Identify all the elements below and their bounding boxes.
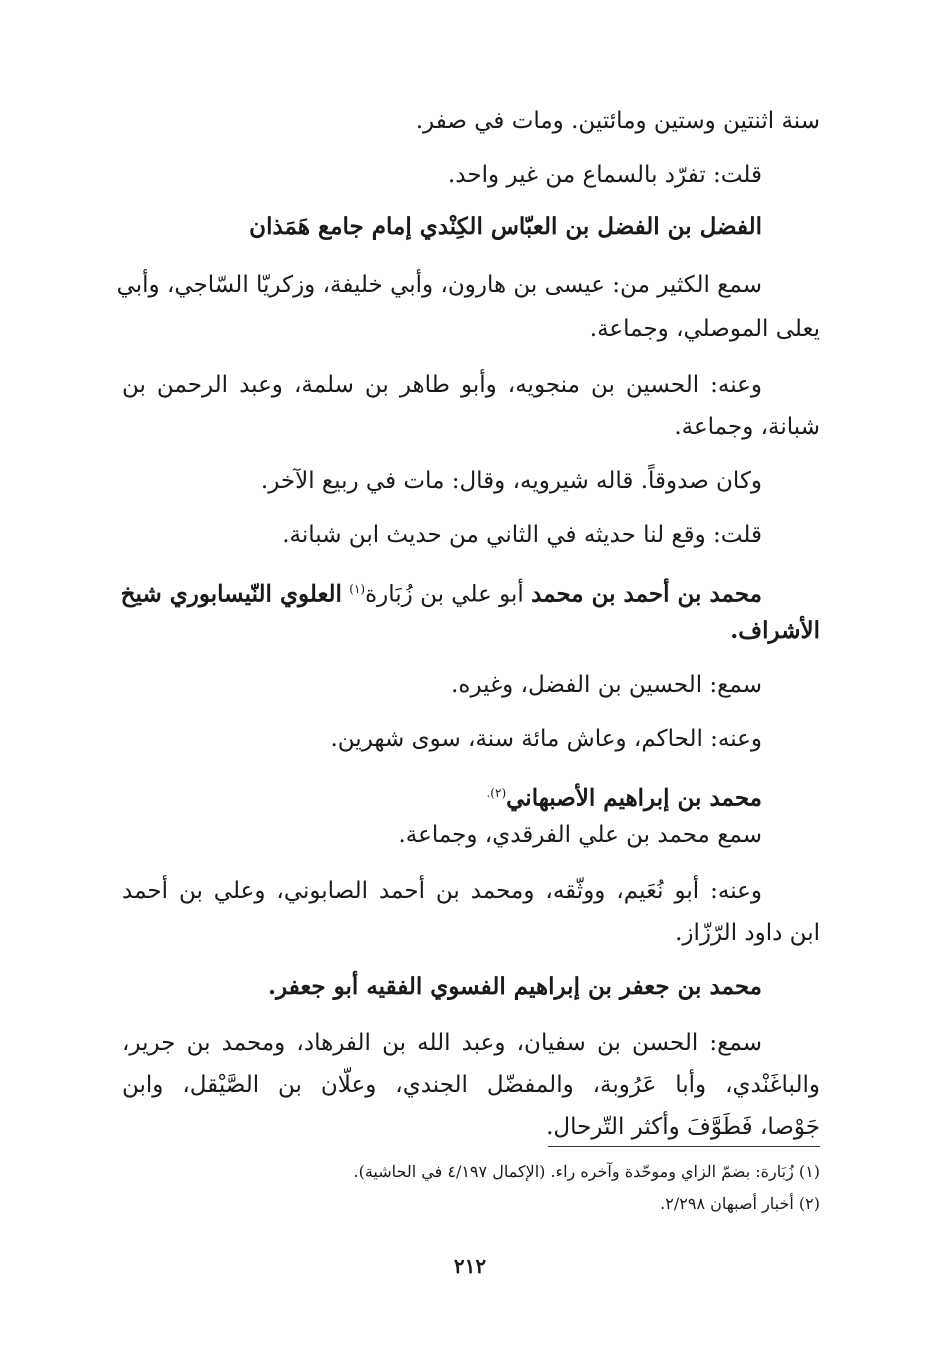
footnote: (٢) أخبار أصبهان ٢/٢٩٨.: [660, 1194, 820, 1213]
footnote-marker: (١): [349, 582, 366, 596]
entry-name: محمد بن أحمد بن محمد: [531, 580, 762, 608]
text-line: يعلى الموصلي، وجماعة.: [589, 316, 820, 342]
text-line: وعنه: أبو نُعَيم، ووثّقه، ومحمد بن أحمد الصابوني، وعلي بن أحمد: [122, 878, 762, 904]
text-line: وكان صدوقاً. قاله شيرويه، وقال: مات في ربيع الآخر.: [260, 468, 762, 494]
entry-heading: [486, 776, 762, 816]
text-line: شبانة، وجماعة.: [674, 414, 820, 440]
text-line: سمع محمد بن علي الفرقدي، وجماعة.: [398, 822, 762, 848]
entry-nisba: العلوي النّيسابوري شيخ: [120, 580, 342, 608]
text-line: ابن داود الرّزّاز.: [675, 920, 820, 946]
text-line: وعنه: الحسين بن منجويه، وأبو طاهر بن سلمة، وعبد الرحمن بن: [122, 372, 762, 398]
page-number: ٢١٢: [453, 1254, 487, 1278]
text-line: قلت: وقع لنا حديثه في الثاني من حديث ابن شبانة.: [282, 522, 762, 548]
entry-heading: الفضل بن الفضل بن العبّاس الكِنْدي إمام جامع هَمَذان: [249, 213, 762, 240]
text-line: جَوْصا، فَطَوَّفَ وأكثر التّرحال.: [546, 1114, 820, 1140]
entry-heading: محمد بن جعفر بن إبراهيم الفسوي الفقيه أبو جعفر.: [268, 973, 762, 1000]
text-line: سمع الكثير من: عيسى بن هارون، وأبي خليفة، وزكريّا السّاجي، وأبي: [116, 272, 762, 298]
entry-heading: [122, 572, 762, 612]
footnote-separator: [548, 1146, 820, 1147]
text-line: قلت: تفرّد بالسماع من غير واحد.: [447, 162, 762, 188]
footnote-marker: (٢).: [486, 786, 507, 800]
text-line: سنة اثنتين وستين ومائتين. ومات في صفر.: [415, 108, 820, 134]
text-line: سمع: الحسن بن سفيان، وعبد الله بن الفرهاد، ومحمد بن جرير،: [122, 1030, 762, 1056]
entry-name: محمد بن إبراهيم الأصبهاني: [506, 784, 762, 812]
text-line: سمع: الحسين بن الفضل، وغيره.: [451, 672, 762, 698]
text-line: وعنه: الحاكم، وعاش مائة سنة، سوى شهرين.: [330, 726, 762, 752]
text-line: والباغَنْدي، وأبا عَرُوبة، والمفضّل الجندي، وعلّان بن الصَّيْقل، وابن: [122, 1072, 820, 1098]
entry-kunya: أبو علي بن زُبَارة: [365, 581, 524, 608]
text-line: الأشراف.: [730, 617, 820, 644]
footnote: (١) زُبَارة: بضمّ الزاي وموحّدة وآخره راء. (الإكمال ٤/١٩٧ في الحاشية).: [353, 1162, 820, 1181]
